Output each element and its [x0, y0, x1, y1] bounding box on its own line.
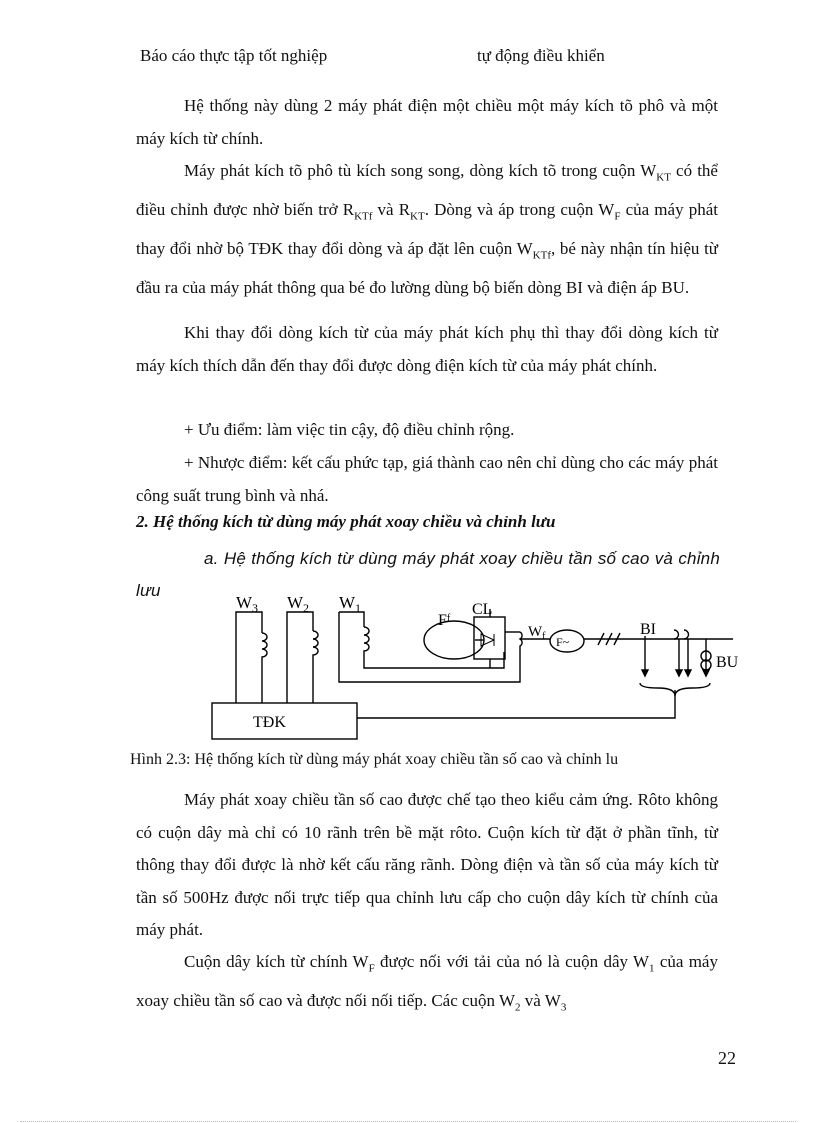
section-heading: 2. Hệ thống kích từ dùng máy phát xoay chiều và chỉnh lưu [136, 512, 556, 531]
label-cl: CL [472, 601, 493, 618]
label-w1: $W_1$ [339, 593, 362, 615]
label-wf: $W_f$ [528, 624, 546, 642]
label-bi: BI [640, 621, 656, 638]
label-generator: F~ [556, 635, 570, 649]
page-number: 22 [718, 1048, 736, 1068]
header-right: tự động điều khiển [477, 46, 605, 65]
header-left: Báo cáo thực tập tốt nghiệp [140, 46, 328, 65]
paragraph-1: Hệ thống này dùng 2 máy phát điện một chiều một máy kích tõ phô và một máy kích từ chính. [136, 96, 718, 148]
paragraph-2: Máy phát kích tõ phô tù kích song song, dòng kích tõ trong cuộn $W_{KT}$ có thể điều chỉnh được nhờ biến trở $R_{KTf}$ và $R_{KT}$. Dòng và áp trong cuộn $W_F$ của máy phát thay đổi nhờ bộ TĐK thay đổi dòng và áp đặt lên cuộn $W_{KTf}$, bé này nhận tín hiệu từ đầu ra của máy phát thông qua bé đo lường dùng bộ biến dòng BI và điện áp BU. [136, 161, 719, 297]
label-ff: $F^f$ [438, 612, 451, 629]
label-tdk: TĐK [253, 714, 286, 731]
paragraph-3: Khi thay đổi dòng kích từ của máy phát kích phụ thì thay đổi dòng kích từ máy kích thích dẫn đến thay đổi được dòng điện kích từ của máy phát chính. [136, 323, 718, 375]
figure-caption: Hình 2.3: Hệ thống kích từ dùng máy phát xoay chiều tần số cao và chỉnh lu [130, 751, 619, 768]
page-bottom-divider [20, 1121, 796, 1122]
label-w2: $W_2$ [287, 593, 310, 615]
label-w3: $W_3$ [236, 593, 259, 615]
label-bu: BU [716, 654, 739, 671]
paragraph-7: Cuộn dây kích từ chính $W_F$ được nối với tải của nó là cuộn dây $W_1$ của máy xoay chiều tần số cao và được nối nối tiếp. Các cuộn $W_2$ và $W_3$ [136, 952, 718, 1014]
subsection-heading: a. Hệ thống kích từ dùng máy phát xoay chiều tần số cao và chỉnh lưu [136, 549, 720, 600]
paragraph-5: + Nhược điểm: kết cấu phức tạp, giá thành cao nên chỉ dùng cho các máy phát công suất trung bình và nhá. [136, 453, 718, 505]
paragraph-6: Máy phát xoay chiều tần số cao được chế tạo theo kiểu cảm ứng. Rôto không có cuộn dây mà chỉ có 10 rãnh trên bề mặt rôto. Cuộn kích từ đặt ở phần tĩnh, từ thông thay đổi được là nhờ kết cấu răng rãnh. Dòng điện và tần số của máy kích từ tần số 500Hz được nối trực tiếp qua chỉnh lưu cấp cho cuộn dây kích từ chính của máy phát. [136, 790, 718, 939]
paragraph-4: + Ưu điểm: làm việc tin cậy, độ điều chỉnh rộng. [184, 420, 515, 439]
